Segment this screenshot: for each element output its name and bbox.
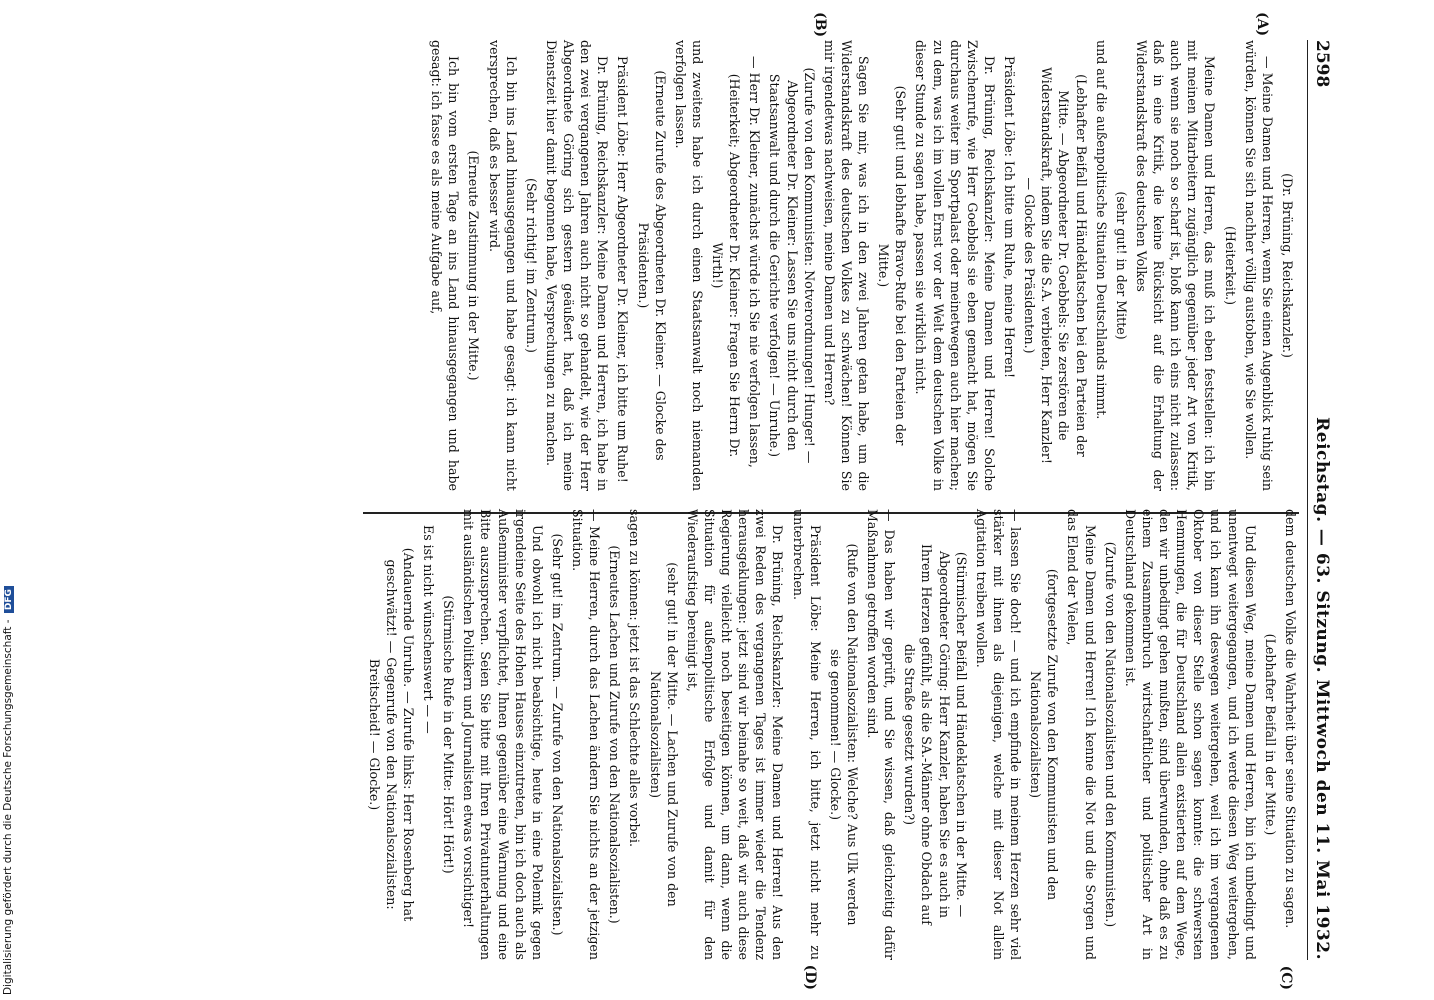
paragraph: Präsident Löbe: Ich bitte um Ruhe, meine Herren! [1002, 56, 1018, 379]
margin-marker-a: (A) [1254, 12, 1270, 37]
dfg-logo: DFG [4, 586, 14, 613]
margin-marker-d: (D) [802, 964, 818, 990]
paragraph: Präsident Löbe: Herr Abgeordneter Dr. Kleiner, ich bitte um Ruhe! [615, 56, 631, 483]
paragraph: Dr. Brüning, Reichskanzler: Meine Damen und Herren, ich habe in den zwei vergangenen Jahren auch nicht so gehandelt, wie der Herr Abgeordnete Göring sich gestern geäußert hat, daß ich meine Dienstzeit hier damit begonnen habe, Versprechungen zu machen. [544, 40, 611, 491]
paragraph: dem deutschen Volke die Wahrheit über seine Situation zu sagen. [1283, 509, 1298, 929]
right-column [363, 509, 1299, 990]
interjection: (Lebhafter Beifall in der Mitte.) [1262, 633, 1278, 836]
interjection: (Sehr gut! im Zentrum. — Zurufe von den Nationalsozialisten.) [550, 533, 565, 936]
page-number: 2598 [1312, 40, 1332, 88]
scanned-page [120, 0, 1360, 1000]
interjection: (sehr gut! in der Mitte) [1113, 191, 1129, 340]
paragraph: Es ist nicht wünschenswert — — [421, 525, 437, 734]
paragraph: Dr. Brüning, Reichskanzler: Meine Damen und Herren! Aus den zwei Reden des vergangenen Tages ist immer wieder die Tendenz herausgeklungen: jetzt sind wir beinahe so weit, daß wir auch diese Regierung vielleicht noch beseitigen können, um dann, wenn die Situation für außenpolitische Erfolge und damit für den Wiederaufstieg bereinigt ist, [684, 509, 786, 960]
paragraph: Sagen Sie mir, was ich in den zwei Jahren getan habe, um die Widerstandskraft des deutschen Volkes zu schwächen! Können Sie mir irgendetwas nachweisen, meine Damen und Herren? [821, 40, 872, 491]
paragraph: — Herr Dr. Kleiner, zunächst würde ich Sie nie verfolgen lassen, [747, 56, 763, 468]
paragraph: — Das haben wir geprüft, und Sie wissen, daß gleichzeitig dafür Maßnahmen getroffen worden sind. [865, 509, 898, 960]
left-column [363, 12, 1299, 491]
interjection: (Rufe von den Nationalsozialisten: Welche? Aus Ulk werden sie genommen! — Glocke.) [827, 543, 860, 926]
margin-marker-c: (C) [1278, 965, 1294, 990]
speaker-continuation: (Dr. Brüning, Reichskanzler.) [1280, 173, 1295, 358]
funding-note [2, 586, 14, 995]
interjection: (Sehr richtig! im Zentrum.) [523, 178, 539, 353]
interjection: (Lebhafter Beifall und Händeklatschen bei den Parteien der Mitte. — Abgeordneter Dr. Goebbels: Sie zerstören die Widerstandskraft, indem Sie die S.A. verbieten, Herr Kanzler! — Glocke des Präsidenten.) [1022, 67, 1089, 464]
interjection: (Zurufe von den Kommunisten: Notverordnungen! Hunger! — Abgeordneter Dr. Kleiner: Lassen Sie uns nicht durch den Staatsanwalt und durch die Gerichte verfolgen! — Unruhe.) [767, 67, 817, 464]
paragraph: — lassen Sie doch! — und ich empfinde in meinem Herzen sehr viel stärker mit ihnen als diejenigen, welche mit dieser Not allein Agitation treiben wollen. [973, 509, 1024, 960]
funding-text: Digitalisierung gefördert durch die Deutsche Forschungsgemeinschaft - [2, 619, 14, 995]
interjection: (Heiterkeit.) [1222, 226, 1238, 305]
interjection: (Erneutes Lachen und Zurufe von den Nationalsozialisten.) [607, 545, 623, 924]
paragraph: Und obwohl ich nicht beabsichtige, heute in eine Polemik gegen irgendeine Seite des Hohen Hauses einzutreten, bin ich doch auch als Außenminister verpflichtet, Ihnen gegenüber eine Warnung und eine Bitte auszusprechen. Seien Sie bitte mit Ihren Privatunterhaltungen mit ausländischen Politikern und Journalisten etwas vorsichtiger! [461, 509, 545, 960]
interjection: (Erneute Zustimmung in der Mitte.) [466, 150, 482, 381]
interjection: (Andauernde Unruhe. — Zurufe links: Herr Rosenberg hat geschwätzt! — Gegenrufe von den Nationalsozialisten: Breitscheid! — Glocke.) [366, 547, 416, 922]
paragraph: — Meine Damen und Herren, wenn Sie einen Augenblick ruhig sein würden, können Sie sich nachher völlig austoben, wie Sie wollen. [1242, 40, 1275, 491]
interjection: (Sehr gut! und lebhafte Bravo-Rufe bei den Parteien der Mitte.) [876, 85, 909, 446]
paragraph: und auf die außenpolitische Situation Deutschlands nimmt. [1093, 40, 1109, 420]
page-header [1307, 40, 1332, 960]
margin-marker-b: (B) [812, 12, 828, 38]
paragraph: Ich bin vom ersten Tage an ins Land hinausgegangen und habe gesagt: ich fasse es als meine Aufgabe auf, [429, 40, 462, 491]
interjection: (sehr gut! in der Mitte. — Lachen und Zurufe von den Nationalsozialisten) [647, 562, 680, 907]
interjection: (Heiterkeit; Abgeordneter Dr. Kleiner: Fragen Sie Herrn Dr. Wirth!) [710, 73, 743, 458]
interjection: (fortgesetzte Zurufe von den Kommunisten und den Nationalsozialisten) [1028, 568, 1061, 901]
paragraph: sagen zu können: jetzt ist das Schlechte alles vorbei. [627, 509, 643, 848]
interjection: (Erneute Zurufe des Abgeordneten Dr. Kleiner. — Glocke des Präsidenten.) [635, 70, 668, 461]
interjection: (Stürmische Rufe in der Mitte: Hört! Hört!) [441, 595, 457, 874]
two-column-body [363, 12, 1299, 990]
page-title: Reichstag. — 63. Sitzung. Mittwoch den 11. Mai 1932. [1312, 417, 1332, 960]
interjection: (Stürmischer Beifall und Händeklatschen in der Mitte. — Abgeordneter Göring: Herr Kanzler, haben Sie es auch in Ihrem Herzen gefühlt, als die SA.-Männer ohne Obdach auf die Straße gesetzt wurden?) [902, 544, 969, 925]
paragraph: Und diesen Weg, meine Damen und Herren, bin ich unbedingt und unentwegt weitergegangen, und ich werde diesen Weg weitergehen, und ich kann ihn deswegen weitergehen, weil ich im vergangenen Oktober von dieser Stelle schon sagen konnte: die schwersten Hemmungen, die für Deutschland allein existierten auf dem Wege, den wir unbedingt gehen mußten, sind überwunden, ohne daß es zu einem Zusammenbruch wirtschaftlicher und politischer Art in Deutschland gekommen ist. [1122, 509, 1258, 960]
paragraph: und zweitens habe ich durch einen Staatsanwalt noch niemanden verfolgen lassen. [672, 40, 705, 491]
paragraph: Meine Damen und Herren, das muß ich eben feststellen: ich bin mit meinen Mitarbeitern zugänglich gegenüber jeder Art von Kritik, auch wenn sie noch so scharf ist, bloß kann ich eins nicht zulassen: daß in eine Kritik, die keine Rücksicht auf die Erhaltung der Widerstandskraft des deutschen Volkes [1134, 40, 1218, 491]
paragraph: Dr. Brüning, Reichskanzler: Meine Damen und Herren! Solche Zwischenrufe, wie Herr Goebbels sie eben gemacht hat, mögen Sie durchaus weiter im Sportpalast oder meinetwegen auch hier machen; zu dem, was ich im vollen Ernst vor der Welt dem deutschen Volke in dieser Stunde zu sagen habe, passen sie wirklich nicht. [913, 40, 997, 491]
paragraph: — Meine Herren, durch das Lachen ändern Sie nichts an der jetzigen Situation. [570, 509, 603, 960]
paragraph: Meine Damen und Herren! Ich kenne die Not und die Sorgen und das Elend der Vielen, [1065, 509, 1098, 960]
paragraph: Präsident Löbe: Meine Herren, ich bitte, jetzt nicht mehr zu unterbrechen. [790, 509, 823, 960]
footer-strip [0, 0, 20, 1000]
paragraph: Ich bin ins Land hinausgegangen und habe gesagt: ich kann nicht versprechen, daß es besser wird. [486, 40, 519, 491]
interjection: (Zurufe von den Nationalsozialisten und den Kommunisten.) [1102, 541, 1118, 928]
